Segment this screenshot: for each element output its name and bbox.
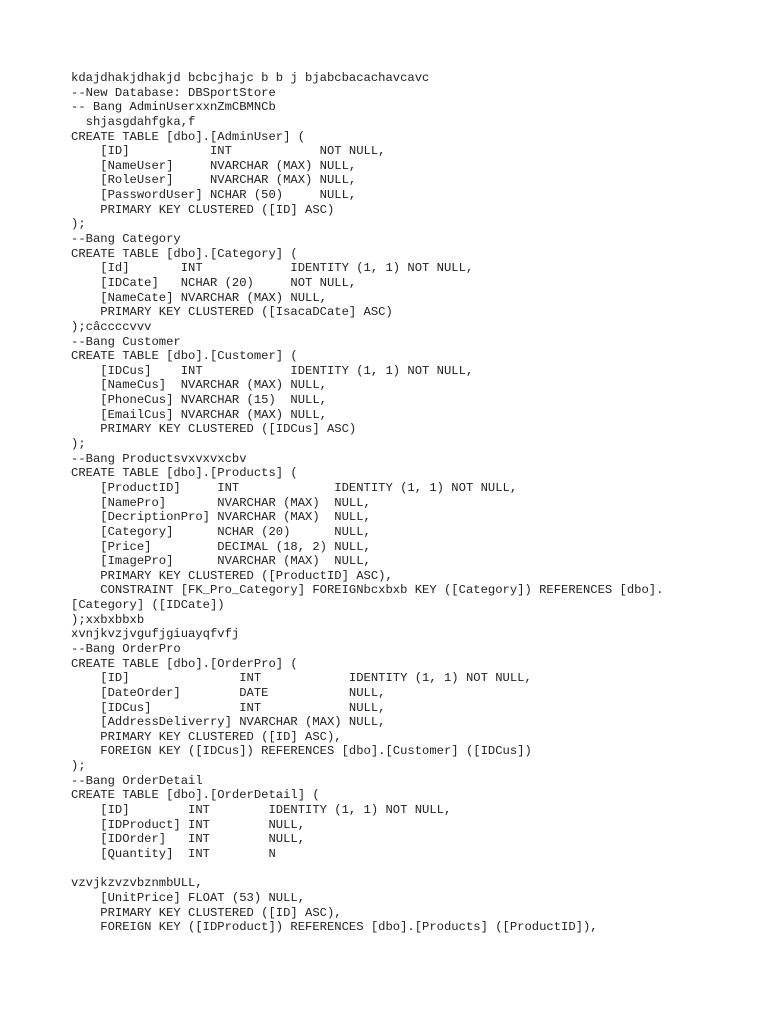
code-line: [Category] NCHAR (20) NULL,: [71, 524, 371, 539]
code-line: [PhoneCus] NVARCHAR (15) NULL,: [71, 393, 327, 408]
code-line: --Bang OrderPro: [71, 641, 181, 656]
code-line: [NameCus] NVARCHAR (MAX) NULL,: [71, 378, 327, 393]
code-line: PRIMARY KEY CLUSTERED ([ID] ASC),: [71, 905, 342, 920]
code-line: [NameCate] NVARCHAR (MAX) NULL,: [71, 290, 327, 305]
code-line: [ID] INT IDENTITY (1, 1) NOT NULL,: [71, 671, 532, 686]
code-line: [DecriptionPro] NVARCHAR (MAX) NULL,: [71, 510, 371, 525]
code-line: CREATE TABLE [dbo].[Customer] (: [71, 349, 298, 364]
code-line: vzvjkzvzvbznmbULL,: [71, 876, 203, 891]
code-line: kdajdhakjdhakjd bcbcjhajc b b j bjabcbacachavcavc: [71, 71, 430, 85]
code-line: [PasswordUser] NCHAR (50) NULL,: [71, 188, 357, 203]
code-line: PRIMARY KEY CLUSTERED ([IDCus] ASC): [71, 422, 357, 437]
code-line: [IDProduct] INT NULL,: [71, 817, 306, 832]
code-line: PRIMARY KEY CLUSTERED ([ID] ASC),: [71, 729, 342, 744]
code-line: --Bang OrderDetail: [71, 773, 203, 788]
code-line: FOREIGN KEY ([IDCus]) REFERENCES [dbo].[Customer] ([IDCus]): [71, 744, 532, 759]
code-line: [ID] INT NOT NULL,: [71, 144, 386, 159]
code-line: CONSTRAINT [FK_Pro_Category] FOREIGNbcxbxb KEY ([Category]) REFERENCES [dbo].: [71, 583, 664, 598]
code-line: FOREIGN KEY ([IDProduct]) REFERENCES [dbo].[Products] ([ProductID]),: [71, 920, 598, 935]
code-line: shjasgdahfgka,f: [71, 114, 196, 129]
code-line: CREATE TABLE [dbo].[OrderPro] (: [71, 656, 298, 671]
code-line: CREATE TABLE [dbo].[Products] (: [71, 466, 298, 481]
code-line: PRIMARY KEY CLUSTERED ([ProductID] ASC),: [71, 568, 393, 583]
code-line: [71, 862, 751, 877]
code-line: CREATE TABLE [dbo].[Category] (: [71, 246, 298, 261]
code-line: );: [71, 759, 86, 774]
code-line: CREATE TABLE [dbo].[AdminUser] (: [71, 129, 306, 144]
code-line: [Quantity] INT N: [71, 846, 276, 861]
code-line: [Price] DECIMAL (18, 2) NULL,: [71, 539, 371, 554]
code-line: );câccccvvv: [71, 319, 152, 334]
sql-code-block: [71, 71, 751, 935]
code-line: );: [71, 217, 86, 232]
code-line: [AddressDeliverry] NVARCHAR (MAX) NULL,: [71, 715, 386, 730]
code-line: );xxbxbbxb: [71, 612, 145, 627]
code-line: --New Database: DBSportStore: [71, 85, 276, 100]
code-line: [RoleUser] NVARCHAR (MAX) NULL,: [71, 173, 357, 188]
code-line: [ID] INT IDENTITY (1, 1) NOT NULL,: [71, 803, 452, 818]
code-line: [Id] INT IDENTITY (1, 1) NOT NULL,: [71, 261, 474, 276]
code-line: [IDCus] INT IDENTITY (1, 1) NOT NULL,: [71, 363, 474, 378]
code-line: [NameUser] NVARCHAR (MAX) NULL,: [71, 158, 357, 173]
code-line: );: [71, 437, 86, 452]
code-line: [IDCus] INT NULL,: [71, 700, 386, 715]
code-line: [Category] ([IDCate]): [71, 598, 225, 613]
code-line: PRIMARY KEY CLUSTERED ([ID] ASC): [71, 202, 335, 217]
code-line: PRIMARY KEY CLUSTERED ([IsacaDCate] ASC): [71, 305, 393, 320]
code-line: [DateOrder] DATE NULL,: [71, 685, 386, 700]
code-line: --Bang Customer: [71, 334, 181, 349]
code-line: [EmailCus] NVARCHAR (MAX) NULL,: [71, 407, 327, 422]
code-line: --Bang Productsvxvxvxcbv: [71, 451, 247, 466]
code-line: [ImagePro] NVARCHAR (MAX) NULL,: [71, 554, 371, 569]
code-line: [ProductID] INT IDENTITY (1, 1) NOT NULL,: [71, 480, 518, 495]
code-line: [NamePro] NVARCHAR (MAX) NULL,: [71, 495, 371, 510]
code-line: [IDOrder] INT NULL,: [71, 832, 306, 847]
code-line: [IDCate] NCHAR (20) NOT NULL,: [71, 275, 357, 290]
code-line: xvnjkvzjvgufjgiuayqfvfj: [71, 627, 240, 642]
code-line: -- Bang AdminUserxxnZmCBMNCb: [71, 100, 276, 115]
code-line: [UnitPrice] FLOAT (53) NULL,: [71, 890, 306, 905]
code-line: --Bang Category: [71, 232, 181, 247]
code-line: CREATE TABLE [dbo].[OrderDetail] (: [71, 788, 320, 803]
